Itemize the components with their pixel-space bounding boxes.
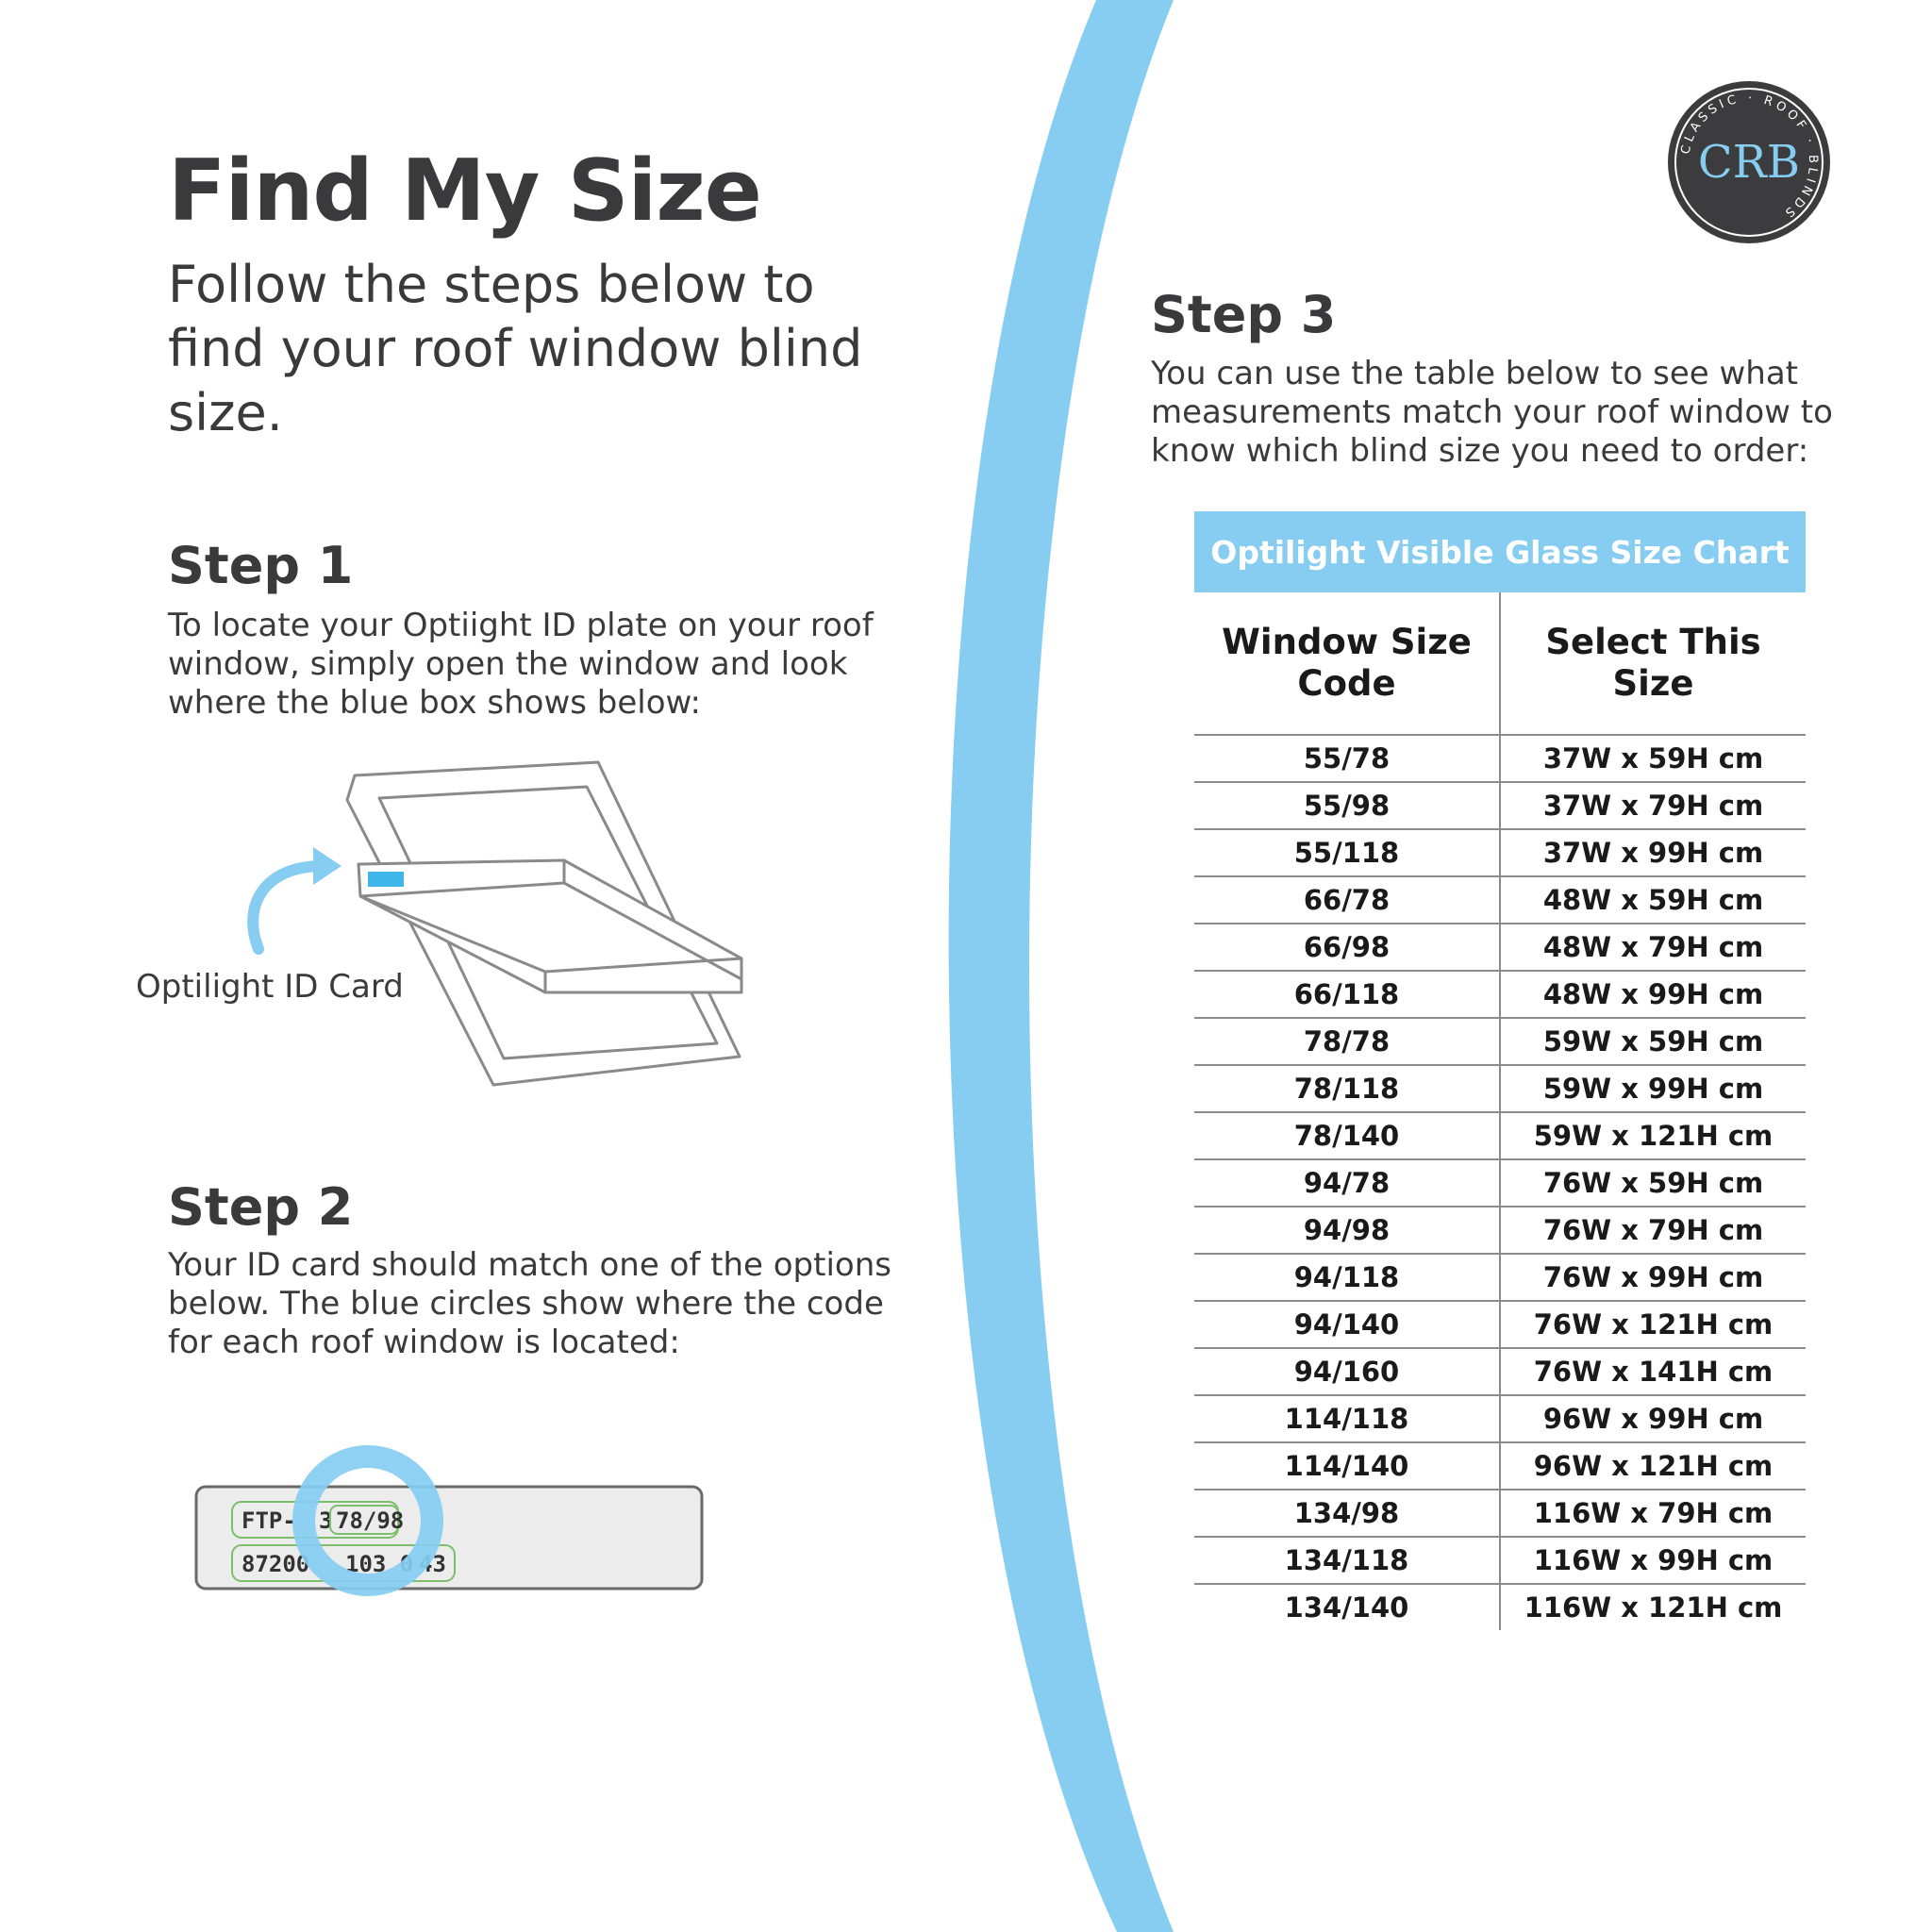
table-row [1194, 876, 1806, 924]
id-plate-illustration [189, 1434, 717, 1604]
table-row [1194, 1112, 1806, 1159]
id-card-marker [368, 872, 404, 887]
window-size-code-cell: 66/98 [1194, 924, 1500, 971]
window-size-code-cell: 94/118 [1194, 1254, 1500, 1301]
window-size-code-cell: 55/118 [1194, 829, 1500, 876]
table-row [1194, 924, 1806, 971]
step3-text: You can use the table below to see what measurements match your roof window to know which blind size you need to order: [1151, 355, 1833, 470]
window-size-code-cell: 55/78 [1194, 735, 1500, 782]
id-plate-line1-suffix: 3 [319, 1507, 333, 1534]
page-subtitle: Follow the steps below to find your roof window blind size. [168, 255, 863, 442]
table-row [1194, 1301, 1806, 1348]
table-row [1194, 1442, 1806, 1490]
blind-size-cell: 48W x 59H cm [1500, 876, 1806, 924]
column-header-window-size-code: Window Size Code [1194, 592, 1500, 735]
table-row [1194, 782, 1806, 829]
blind-size-cell: 37W x 99H cm [1500, 829, 1806, 876]
table-row [1194, 1159, 1806, 1207]
blind-size-cell: 116W x 79H cm [1500, 1490, 1806, 1537]
window-size-code-cell: 78/140 [1194, 1112, 1500, 1159]
table-row [1194, 1395, 1806, 1442]
logo-ring-text: CLASSIC · ROOF · BLINDS [1678, 91, 1821, 222]
window-size-code-cell: 94/98 [1194, 1207, 1500, 1254]
id-plate-code: 78/98 [336, 1507, 405, 1534]
window-size-code-cell: 94/160 [1194, 1348, 1500, 1395]
column-header-select-this-size: Select This Size [1500, 592, 1806, 735]
window-size-code-cell: 78/78 [1194, 1018, 1500, 1065]
blind-size-cell: 76W x 59H cm [1500, 1159, 1806, 1207]
arrow-head-icon [313, 847, 341, 885]
table-row [1194, 971, 1806, 1018]
blind-size-cell: 59W x 59H cm [1500, 1018, 1806, 1065]
blind-size-cell: 37W x 79H cm [1500, 782, 1806, 829]
blind-size-cell: 116W x 121H cm [1524, 1591, 1783, 1624]
blind-size-cell: 76W x 99H cm [1500, 1254, 1806, 1301]
step3-heading: Step 3 [1151, 285, 1337, 344]
blind-size-cell: 76W x 79H cm [1500, 1207, 1806, 1254]
table-row [1194, 735, 1806, 782]
window-size-code-cell: 66/118 [1194, 971, 1500, 1018]
blind-size-cell: 76W x 121H cm [1500, 1301, 1806, 1348]
size-chart-title: Optilight Visible Glass Size Chart [1194, 511, 1806, 592]
roof-window-illustration [226, 745, 755, 1094]
arc-shape [949, 0, 1174, 1932]
blind-size-cell: 116W x 99H cm [1500, 1537, 1806, 1584]
logo-initials: CRB [1697, 136, 1801, 189]
blind-size-cell: 37W x 59H cm [1500, 735, 1806, 782]
crb-logo [1666, 79, 1832, 245]
window-size-code-cell: 94/78 [1194, 1159, 1500, 1207]
table-header-row [1194, 592, 1806, 735]
table-row [1194, 1065, 1806, 1112]
blind-size-cell: 59W x 99H cm [1500, 1065, 1806, 1112]
id-plate-line2-prefix: 87200 [242, 1551, 310, 1577]
step1-text: To locate your Optiight ID plate on your roof window, simply open the window and look where the blue box shows below: [168, 607, 874, 722]
step2-text: Your ID card should match one of the options below. The blue circles show where the code for each roof window is located: [168, 1246, 891, 1361]
arrow-icon [253, 866, 323, 949]
id-plate-line2-mid: 103 0 [345, 1551, 414, 1577]
table-row [1194, 1348, 1806, 1395]
blind-size-cell: 48W x 79H cm [1500, 924, 1806, 971]
page-title: Find My Size [168, 142, 761, 241]
size-chart-table [1194, 592, 1806, 1630]
table-row [1194, 1537, 1806, 1584]
window-size-code-cell: 78/118 [1194, 1065, 1500, 1112]
window-size-code-cell: 134/98 [1194, 1490, 1500, 1537]
id-plate-line1-prefix: FTP- [242, 1507, 310, 1534]
window-size-code-cell: 55/98 [1194, 782, 1500, 829]
step2-heading: Step 2 [168, 1177, 354, 1237]
window-size-code-cell: 134/140 [1194, 1584, 1500, 1630]
table-row [1194, 1207, 1806, 1254]
window-size-code-cell: 114/118 [1194, 1395, 1500, 1442]
table-row [1194, 1584, 1806, 1630]
table-row [1194, 1018, 1806, 1065]
blind-size-cell: 96W x 99H cm [1500, 1395, 1806, 1442]
blind-size-cell: 48W x 99H cm [1500, 971, 1806, 1018]
window-size-code-cell: 94/140 [1194, 1301, 1500, 1348]
id-plate-line2-suffix: 43 [419, 1551, 446, 1577]
table-row [1194, 829, 1806, 876]
window-size-code-cell: 114/140 [1194, 1442, 1500, 1490]
step1-heading: Step 1 [168, 536, 354, 595]
blind-size-cell: 96W x 121H cm [1500, 1442, 1806, 1490]
table-row [1194, 1490, 1806, 1537]
blind-size-cell: 59W x 121H cm [1500, 1112, 1806, 1159]
table-row [1194, 1254, 1806, 1301]
id-card-label: Optilight ID Card [136, 968, 404, 1006]
window-size-code-cell: 66/78 [1194, 876, 1500, 924]
window-size-code-cell: 134/118 [1194, 1537, 1500, 1584]
blind-size-cell: 76W x 141H cm [1500, 1348, 1806, 1395]
